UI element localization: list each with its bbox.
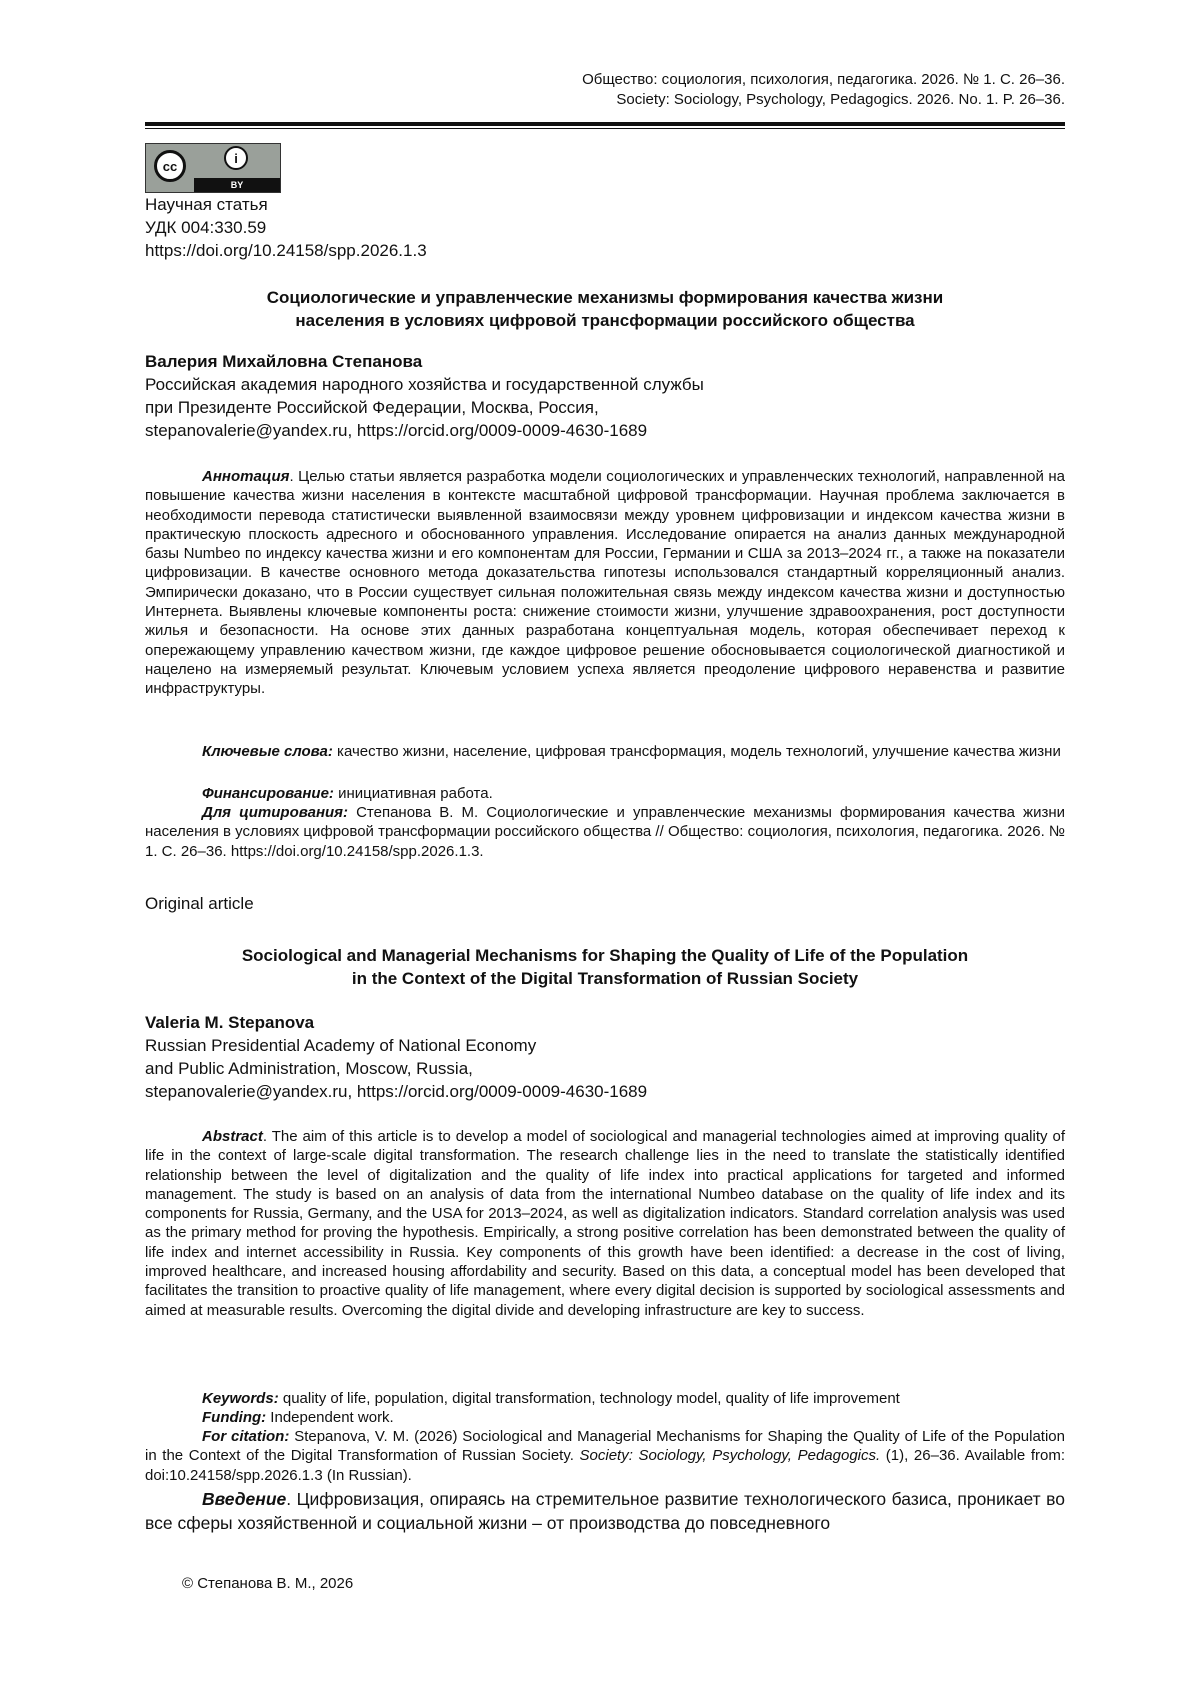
abstract-text-ru: . Целью статьи является разработка модели социологических и управленческих технологий, направленной на повышение качества жизни населения в контексте масштабной цифровой трансформации. Научная проблема заключается в необходимости перевода статистически выявленной взаимосвязи между уровнем цифровизации и индексом качества жизни в практическую плоскость адресного и обоснованного управления. Исследование опирается на анализ данных международной базы Numbeo по индексу качества жизни и его компонентам для России, Германии и США за 2013–2024 гг., а также на показатели цифровизации. В качестве основного метода доказательства гипотезы использовался стандартный корреляционный анализ. Эмпирически доказано, что в России существует сильная положительная связь между индексом качества жизни и доступностью Интернета. Выявлены ключевые компоненты роста: снижение стоимости жизни, улучшение здравоохранения, рост доступности жилья и безопасности. На основе этих данных разработана концептуальная модель, которая обеспечивает переход к опережающему управлению качеством жизни, где каждое цифровое решение обосновывается социологической диагностикой и нацелено на измеряемый результат. Ключевым условием успеха является преодоление цифрового неравенства и развитие инфраструктуры. [145, 468, 1065, 698]
citation-en [145, 1427, 1065, 1485]
title-ru-line-1: Социологические и управленческие механизмы формирования качества жизни [266, 288, 944, 307]
funding-ru [145, 784, 1065, 803]
article-title-en [145, 944, 1065, 990]
header-rule-thin [145, 128, 1065, 129]
title-en-line-1: Sociological and Managerial Mechanisms for Shaping the Quality of Life of the Population [241, 946, 969, 965]
citation-text-en-1: Stepanova, V. M. (2026) Sociological and Managerial Mechanisms for Shaping the Quality of Life of the Population in the Context of the Digital Transformation of Russian Society. [145, 1428, 1065, 1465]
journal-reference-en: Society: Sociology, Psychology, Pedagogics. 2026. No. 1. P. 26–36. [616, 91, 1065, 108]
author-contacts-ru[interactable]: stepanovalerie@yandex.ru, https://orcid.org/0009-0009-4630-1689 [145, 421, 648, 440]
keywords-label-ru: Ключевые слова: [202, 743, 333, 760]
affiliation-ru-line-1: Российская академия народного хозяйства и государственной службы [145, 375, 704, 394]
keywords-text-en: quality of life, population, digital transformation, technology model, quality of life improvement [278, 1390, 900, 1407]
affiliation-en-line-1: Russian Presidential Academy of National Economy [145, 1036, 537, 1055]
funding-en [145, 1408, 1065, 1427]
abstract-label-en: Abstract [202, 1128, 263, 1145]
article-title-ru [145, 286, 1065, 332]
funding-text-ru: инициативная работа. [333, 785, 493, 802]
citation-text-ru: Степанова В. М. Социологические и управленческие механизмы формирования качества жизни населения в условиях цифровой трансформации российского общества // Общество: социология, психология, педагогика. 2026. № 1. С. 26–36. https://doi.org/10.24158/spp.2026.1.3. [145, 804, 1066, 860]
funding-label-ru: Финансирование: [202, 785, 334, 802]
copyright-notice: © Степанова В. М., 2026 [182, 1575, 354, 1592]
cc-circle-icon: cc [154, 150, 186, 182]
keywords-label-en: Keywords: [202, 1390, 279, 1407]
doi-link[interactable]: https://doi.org/10.24158/spp.2026.1.3 [145, 241, 427, 260]
by-label: BY [194, 178, 280, 192]
introduction-paragraph [145, 1487, 1065, 1535]
abstract-en [145, 1127, 1065, 1320]
citation-label-ru: Для цитирования: [202, 804, 349, 821]
affiliation-ru-line-2: при Президенте Российской Федерации, Москва, Россия, [145, 398, 599, 417]
author-contacts-en[interactable]: stepanovalerie@yandex.ru, https://orcid.org/0009-0009-4630-1689 [145, 1082, 648, 1101]
article-meta-ru [145, 193, 427, 262]
keywords-text-ru: качество жизни, население, цифровая трансформация, модель технологий, улучшение качества жизни [332, 743, 1061, 760]
citation-ru [145, 803, 1065, 861]
introduction-text: . Цифровизация, опираясь на стремительное развитие технологического базиса, проникает во все сферы хозяйственной и социальной жизни – от производства до повседневного [145, 1489, 1065, 1533]
funding-text-en: Independent work. [266, 1409, 394, 1426]
author-block-ru [145, 350, 704, 442]
keywords-ru [145, 742, 1065, 761]
author-name-en: Valeria M. Stepanova [145, 1013, 315, 1032]
author-block-en [145, 1011, 647, 1103]
author-name-ru: Валерия Михайловна Степанова [145, 352, 423, 371]
introduction-label: Введение [202, 1489, 287, 1509]
attribution-person-icon: i [224, 146, 248, 170]
keywords-en [145, 1389, 1065, 1408]
cc-by-icon [145, 143, 281, 193]
citation-text-en-2: (1), 26–36. Available from: doi:10.24158/spp.2026.1.3 (In Russian). [145, 1447, 1065, 1484]
journal-reference [582, 70, 1065, 110]
header-rule-thick [145, 122, 1065, 126]
title-ru-line-2: населения в условиях цифровой трансформации российского общества [295, 311, 915, 330]
citation-journal-en: Society: Sociology, Psychology, Pedagogics. [579, 1447, 881, 1465]
affiliation-en-line-2: and Public Administration, Moscow, Russia, [145, 1059, 473, 1078]
abstract-text-en: . The aim of this article is to develop a model of sociological and managerial technologies aimed at improving quality of life in the context of large-scale digital transformation. The research challenge lies in the need to translate the statistically identified relationship between the level of digitalization and the quality of life index into practical applications for targeted and informed management. The study is based on an analysis of data from the international Numbeo database on the quality of life index and its components for Russia, Germany, and the USA for 2013–2024, as well as digitalization indicators. Standard correlation analysis was used as the primary method for proving the hypothesis. Empirically, a strong positive correlation has been demonstrated between the quality of life index and internet accessibility in Russia. Key components of this growth have been identified: a decrease in the cost of living, improved healthcare, and increased housing affordability and security. Based on this data, a conceptual model has been developed that facilitates the transition to proactive quality of life management, where every digital decision is supported by sociological assessments and aimed at measurable results. Overcoming the digital divide and developing infrastructure are key to success. [145, 1128, 1065, 1319]
citation-label-en: For citation: [202, 1428, 290, 1445]
title-en-line-2: in the Context of the Digital Transformation of Russian Society [351, 969, 859, 988]
funding-label-en: Funding: [202, 1409, 267, 1426]
journal-reference-ru: Общество: социология, психология, педагогика. 2026. № 1. С. 26–36. [582, 71, 1065, 88]
article-type-en: Original article [145, 894, 254, 913]
abstract-ru [145, 467, 1065, 699]
abstract-label-ru: Аннотация [202, 468, 290, 485]
article-type-ru: Научная статья [145, 195, 268, 214]
udk-code: УДК 004:330.59 [145, 218, 267, 237]
